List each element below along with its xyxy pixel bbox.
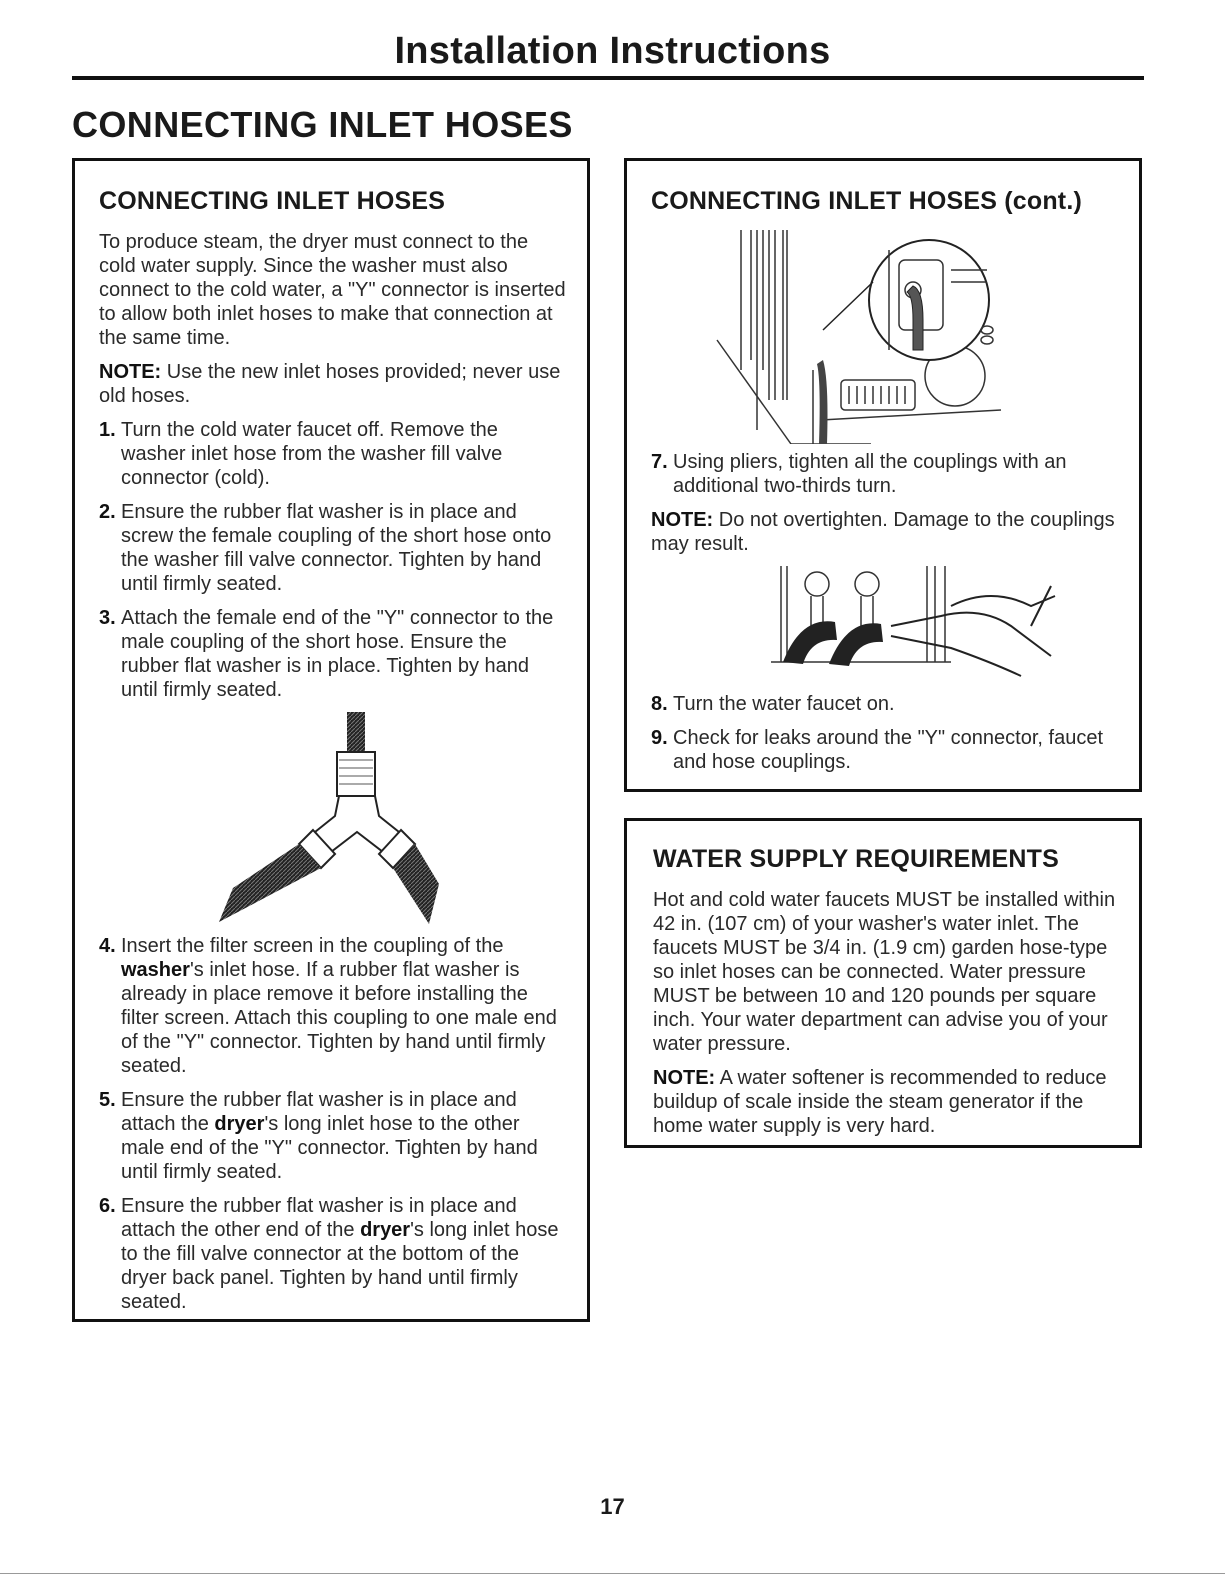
step-2 xyxy=(99,500,567,596)
note-text: Do not overtighten. Damage to the couplings may result. xyxy=(651,509,1115,555)
water-box-heading: WATER SUPPLY REQUIREMENTS xyxy=(653,845,1059,873)
step-3 xyxy=(99,606,567,702)
bottom-rule xyxy=(0,1573,1225,1574)
steps-list-7 xyxy=(651,450,1119,498)
note-text: A water softener is recommended to reduce buildup of scale inside the steam generator if the home water supply is very hard. xyxy=(653,1067,1107,1137)
step-text-post: 's inlet hose. If a rubber flat washer is already in place remove it before installing the filter screen. Attach this coupling to one male end of the "Y" connector. Tighten by hand until firmly seated. xyxy=(121,959,557,1077)
pliers-tightening-illustration xyxy=(651,566,1121,684)
step-text-bold: dryer xyxy=(360,1219,411,1241)
note-label: NOTE: xyxy=(653,1067,716,1089)
intro-paragraph: To produce steam, the dryer must connect to the cold water supply. Since the washer must also connect to the cold water, a "Y" connector is inserted to allow both inlet hoses to make that connection at the same time. xyxy=(99,231,566,349)
y-connector-illustration xyxy=(99,712,569,932)
steps-list-4-6 xyxy=(99,934,567,1314)
step-number: 2. xyxy=(99,501,116,523)
page-header-title: Installation Instructions xyxy=(394,30,831,72)
step-number: 3. xyxy=(99,607,116,629)
water-body-paragraph: Hot and cold water faucets MUST be installed within 42 in. (107 cm) of your washer's water inlet. The faucets MUST be 3/4 in. (1.9 cm) garden hose-type so inlet hoses can be connected. Water pressure MUST be between 10 and 120 pounds per square inch. Your water department can advise you of your water pressure. xyxy=(653,889,1116,1055)
step-text: Ensure the rubber flat washer is in place and screw the female coupling of the short hose onto the washer fill valve connector. Tighten by hand until firmly seated. xyxy=(121,501,552,595)
step-text-pre: Insert the filter screen in the coupling of the xyxy=(121,935,504,957)
step-number: 8. xyxy=(651,693,668,715)
step-text: Turn the water faucet on. xyxy=(673,693,895,715)
step-5 xyxy=(99,1088,567,1184)
step-text-bold: washer xyxy=(121,959,190,981)
step-8 xyxy=(651,692,1119,716)
step-6 xyxy=(99,1194,567,1314)
step-text-pre: Ensure the rubber flat washer is in place and attach the xyxy=(121,1089,517,1135)
note-label: NOTE: xyxy=(651,509,714,531)
step-text: Attach the female end of the "Y" connector to the male coupling of the short hose. Ensure the rubber flat washer is in place. Tighten by hand until firmly seated. xyxy=(121,607,554,701)
step-7 xyxy=(651,450,1119,498)
right-box-heading: CONNECTING INLET HOSES (cont.) xyxy=(651,187,1082,215)
step-number: 9. xyxy=(651,727,668,749)
note-label: NOTE: xyxy=(99,361,162,383)
note-text: Use the new inlet hoses provided; never use old hoses. xyxy=(99,361,561,407)
note-paragraph xyxy=(651,508,1119,556)
left-instructions-box xyxy=(72,158,590,1322)
step-text: Turn the cold water faucet off. Remove the washer inlet hose from the washer fill valve connector (cold). xyxy=(121,419,503,489)
step-4 xyxy=(99,934,567,1078)
section-title: CONNECTING INLET HOSES xyxy=(72,104,573,145)
step-text-post: 's long inlet hose to the other male end of the "Y" connector. Tighten by hand until firmly seated. xyxy=(121,1113,538,1183)
water-supply-box xyxy=(624,818,1142,1148)
step-number: 4. xyxy=(99,935,116,957)
step-text-bold: dryer xyxy=(214,1113,265,1135)
right-instructions-box xyxy=(624,158,1142,792)
page-number: 17 xyxy=(600,1494,625,1519)
step-number: 6. xyxy=(99,1195,116,1217)
step-9 xyxy=(651,726,1119,774)
note-paragraph xyxy=(653,1066,1123,1138)
left-box-heading: CONNECTING INLET HOSES xyxy=(99,187,446,215)
dryer-back-panel-illustration xyxy=(651,230,1121,444)
step-text: Using pliers, tighten all the couplings with an additional two-thirds turn. xyxy=(673,451,1067,497)
note-paragraph xyxy=(99,360,567,408)
step-text: Check for leaks around the "Y" connector, faucet and hose couplings. xyxy=(673,727,1103,773)
steps-list-1-3 xyxy=(99,418,567,702)
step-number: 7. xyxy=(651,451,668,473)
step-text-pre: Ensure the rubber flat washer is in place and attach the other end of the xyxy=(121,1195,517,1241)
step-number: 1. xyxy=(99,419,116,441)
step-text-post: 's long inlet hose to the fill valve connector at the bottom of the dryer back panel. Tighten by hand until firmly seated. xyxy=(121,1219,559,1313)
step-1 xyxy=(99,418,567,490)
header-rule xyxy=(72,76,1144,80)
steps-list-8-9 xyxy=(651,692,1119,774)
step-number: 5. xyxy=(99,1089,116,1111)
